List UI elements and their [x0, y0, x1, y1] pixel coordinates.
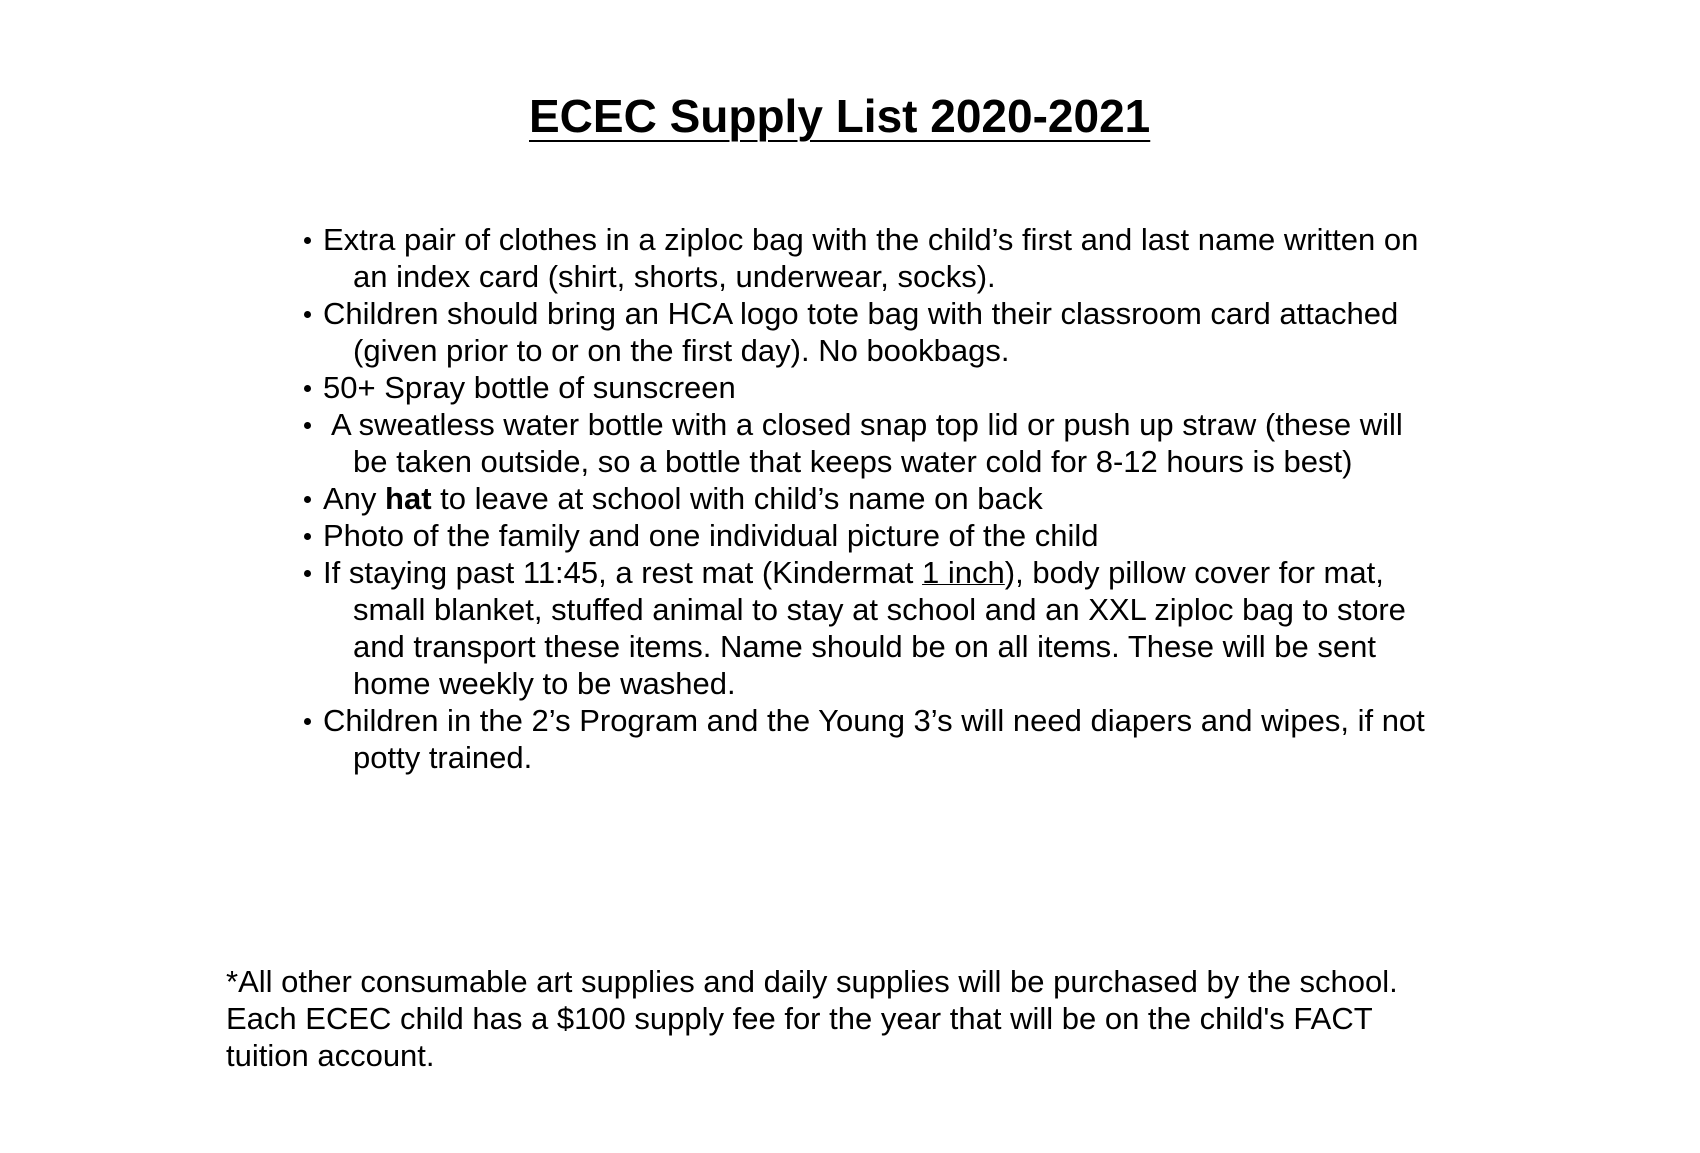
footnote-line: Each ECEC child has a $100 supply fee for the year that will be on the child's FACT: [226, 1001, 1373, 1036]
page-title: ECEC Supply List 2020-2021: [529, 90, 1151, 142]
item-text-continued: home weekly to be washed.: [353, 666, 736, 701]
bullet-icon: [304, 718, 311, 725]
item-text-pre: Any: [323, 481, 386, 516]
footnote-line: *All other consumable art supplies and daily supplies will be purchased by the school.: [226, 964, 1398, 999]
item-text: Children in the 2’s Program and the Young 3’s will need diapers and wipes, if not: [323, 703, 1425, 738]
list-item: [301, 554, 1541, 702]
item-text: A sweatless water bottle with a closed snap top lid or push up straw (these will: [331, 407, 1403, 442]
bullet-icon: [304, 385, 311, 392]
list-item: [301, 702, 1541, 776]
item-text-continued: potty trained.: [353, 740, 533, 775]
item-text-pre: If staying past 11:45, a rest mat (Kindermat: [323, 555, 923, 590]
item-text: Extra pair of clothes in a ziploc bag with the child’s first and last name written on: [323, 222, 1419, 257]
footnote: [226, 963, 1526, 1074]
bullet-icon: [304, 311, 311, 318]
item-text-continued: and transport these items. Name should be on all items. These will be sent: [353, 629, 1376, 664]
item-text-continued: (given prior to or on the first day). No bookbags.: [353, 333, 1010, 368]
item-text: 50+ Spray bottle of sunscreen: [323, 370, 736, 405]
list-item: [301, 221, 1541, 295]
bullet-icon: [304, 533, 311, 540]
list-item: [301, 480, 1541, 517]
item-text-continued: an index card (shirt, shorts, underwear, socks).: [353, 259, 996, 294]
list-item: [301, 369, 1541, 406]
item-text: Photo of the family and one individual picture of the child: [323, 518, 1099, 553]
list-item: [301, 517, 1541, 554]
item-text: Children should bring an HCA logo tote bag with their classroom card attached: [323, 296, 1399, 331]
list-item: [301, 295, 1541, 369]
bullet-icon: [304, 422, 311, 429]
footnote-line: tuition account.: [226, 1038, 435, 1073]
list-item: [301, 406, 1541, 480]
bullet-icon: [304, 496, 311, 503]
item-text-continued: be taken outside, so a bottle that keeps water cold for 8-12 hours is best): [353, 444, 1353, 479]
item-text-underlined: 1 inch: [922, 555, 1005, 590]
bullet-icon: [304, 237, 311, 244]
supply-list: [301, 221, 1541, 776]
item-text-bold: hat: [385, 481, 432, 516]
item-text-post: to leave at school with child’s name on back: [431, 481, 1043, 516]
bullet-icon: [304, 570, 311, 577]
item-text-post: ), body pillow cover for mat,: [1004, 555, 1384, 590]
item-text-continued: small blanket, stuffed animal to stay at school and an XXL ziploc bag to store: [353, 592, 1406, 627]
